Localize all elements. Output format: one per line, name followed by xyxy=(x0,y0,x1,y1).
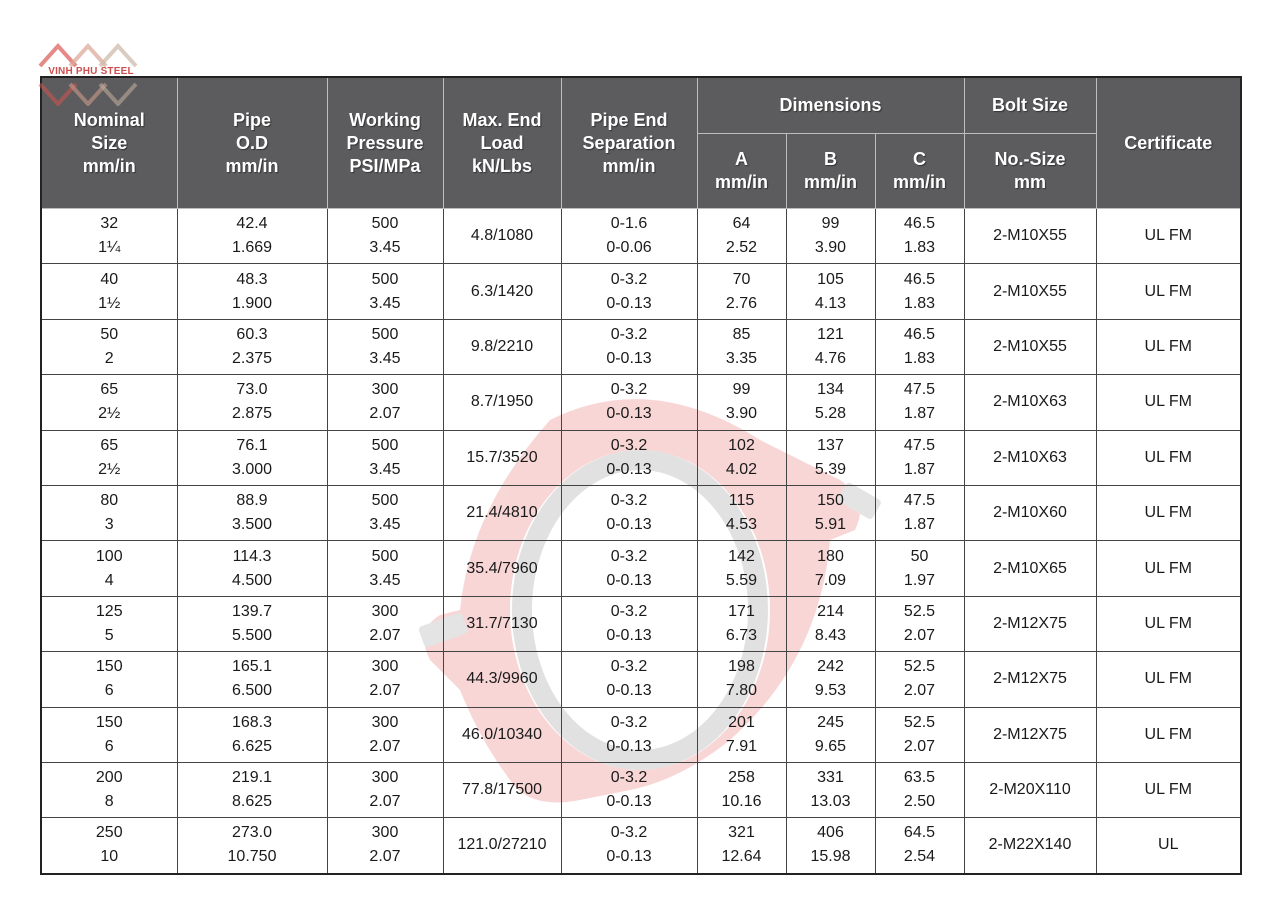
cell-working-pressure: 300 2.07 xyxy=(327,652,443,707)
cell-working-pressure: 300 2.07 xyxy=(327,596,443,651)
cell-dim-b: 99 3.90 xyxy=(786,209,875,264)
cell-dim-c: 63.5 2.50 xyxy=(875,762,964,817)
cell-nominal-size: 150 6 xyxy=(41,707,177,762)
cell-pipe-end-separation: 0-3.2 0-0.13 xyxy=(561,430,697,485)
cell-nominal-size: 200 8 xyxy=(41,762,177,817)
cell-certificate: UL FM xyxy=(1096,707,1241,762)
header-bolt-sub: No.-Size mm xyxy=(964,134,1096,209)
cell-bolt-size: 2-M10X60 xyxy=(964,485,1096,540)
cell-bolt-size: 2-M10X55 xyxy=(964,319,1096,374)
cell-certificate: UL xyxy=(1096,818,1241,874)
cell-working-pressure: 300 2.07 xyxy=(327,375,443,430)
table-row xyxy=(41,319,1241,374)
cell-dim-b: 134 5.28 xyxy=(786,375,875,430)
table-row xyxy=(41,707,1241,762)
cell-certificate: UL FM xyxy=(1096,430,1241,485)
cell-nominal-size: 65 2½ xyxy=(41,430,177,485)
cell-certificate: UL FM xyxy=(1096,485,1241,540)
header-dim-b: B mm/in xyxy=(786,134,875,209)
cell-working-pressure: 500 3.45 xyxy=(327,485,443,540)
cell-max-end-load: 44.3/9960 xyxy=(443,652,561,707)
cell-dim-c: 52.5 2.07 xyxy=(875,652,964,707)
cell-nominal-size: 65 2½ xyxy=(41,375,177,430)
cell-certificate: UL FM xyxy=(1096,264,1241,319)
cell-certificate: UL FM xyxy=(1096,596,1241,651)
table-row xyxy=(41,762,1241,817)
table-row xyxy=(41,430,1241,485)
cell-pipe-od: 76.1 3.000 xyxy=(177,430,327,485)
cell-dim-a: 70 2.76 xyxy=(697,264,786,319)
cell-pipe-end-separation: 0-1.6 0-0.06 xyxy=(561,209,697,264)
cell-certificate: UL FM xyxy=(1096,375,1241,430)
cell-dim-c: 46.5 1.83 xyxy=(875,319,964,374)
cell-dim-a: 198 7.80 xyxy=(697,652,786,707)
cell-pipe-od: 165.1 6.500 xyxy=(177,652,327,707)
cell-pipe-end-separation: 0-3.2 0-0.13 xyxy=(561,375,697,430)
table-row xyxy=(41,375,1241,430)
cell-bolt-size: 2-M20X110 xyxy=(964,762,1096,817)
table-row xyxy=(41,264,1241,319)
cell-dim-a: 201 7.91 xyxy=(697,707,786,762)
cell-pipe-end-separation: 0-3.2 0-0.13 xyxy=(561,818,697,874)
cell-dim-a: 64 2.52 xyxy=(697,209,786,264)
table-row xyxy=(41,485,1241,540)
coupling-spec-table xyxy=(40,76,1242,875)
logo-text: VINH PHU STEEL xyxy=(48,66,134,77)
header-certificate: Certificate xyxy=(1096,77,1241,209)
cell-pipe-end-separation: 0-3.2 0-0.13 xyxy=(561,596,697,651)
cell-working-pressure: 300 2.07 xyxy=(327,707,443,762)
cell-dim-b: 121 4.76 xyxy=(786,319,875,374)
cell-working-pressure: 300 2.07 xyxy=(327,762,443,817)
cell-nominal-size: 125 5 xyxy=(41,596,177,651)
cell-pipe-od: 88.9 3.500 xyxy=(177,485,327,540)
cell-pipe-od: 42.4 1.669 xyxy=(177,209,327,264)
cell-dim-b: 150 5.91 xyxy=(786,485,875,540)
cell-pipe-od: 139.7 5.500 xyxy=(177,596,327,651)
cell-bolt-size: 2-M10X65 xyxy=(964,541,1096,596)
cell-bolt-size: 2-M12X75 xyxy=(964,652,1096,707)
cell-dim-c: 64.5 2.54 xyxy=(875,818,964,874)
cell-dim-c: 46.5 1.83 xyxy=(875,264,964,319)
cell-certificate: UL FM xyxy=(1096,652,1241,707)
cell-pipe-end-separation: 0-3.2 0-0.13 xyxy=(561,541,697,596)
cell-pipe-od: 48.3 1.900 xyxy=(177,264,327,319)
cell-dim-c: 47.5 1.87 xyxy=(875,375,964,430)
cell-bolt-size: 2-M12X75 xyxy=(964,596,1096,651)
cell-dim-a: 99 3.90 xyxy=(697,375,786,430)
cell-pipe-end-separation: 0-3.2 0-0.13 xyxy=(561,652,697,707)
cell-pipe-end-separation: 0-3.2 0-0.13 xyxy=(561,762,697,817)
cell-dim-a: 171 6.73 xyxy=(697,596,786,651)
cell-dim-a: 142 5.59 xyxy=(697,541,786,596)
cell-max-end-load: 31.7/7130 xyxy=(443,596,561,651)
cell-bolt-size: 2-M10X55 xyxy=(964,209,1096,264)
cell-max-end-load: 15.7/3520 xyxy=(443,430,561,485)
cell-bolt-size: 2-M10X63 xyxy=(964,375,1096,430)
cell-working-pressure: 500 3.45 xyxy=(327,264,443,319)
cell-max-end-load: 9.8/2210 xyxy=(443,319,561,374)
cell-pipe-od: 73.0 2.875 xyxy=(177,375,327,430)
header-pipe-od: Pipe O.D mm/in xyxy=(177,77,327,209)
cell-nominal-size: 50 2 xyxy=(41,319,177,374)
cell-nominal-size: 100 4 xyxy=(41,541,177,596)
cell-dim-a: 115 4.53 xyxy=(697,485,786,540)
table-row xyxy=(41,209,1241,264)
cell-dim-b: 406 15.98 xyxy=(786,818,875,874)
cell-pipe-end-separation: 0-3.2 0-0.13 xyxy=(561,319,697,374)
cell-working-pressure: 500 3.45 xyxy=(327,541,443,596)
cell-dim-a: 102 4.02 xyxy=(697,430,786,485)
cell-certificate: UL FM xyxy=(1096,209,1241,264)
cell-max-end-load: 8.7/1950 xyxy=(443,375,561,430)
cell-working-pressure: 500 3.45 xyxy=(327,430,443,485)
cell-max-end-load: 46.0/10340 xyxy=(443,707,561,762)
cell-working-pressure: 500 3.45 xyxy=(327,319,443,374)
cell-dim-b: 331 13.03 xyxy=(786,762,875,817)
cell-dim-a: 321 12.64 xyxy=(697,818,786,874)
cell-dim-c: 50 1.97 xyxy=(875,541,964,596)
cell-pipe-end-separation: 0-3.2 0-0.13 xyxy=(561,264,697,319)
table-row xyxy=(41,652,1241,707)
cell-working-pressure: 500 3.45 xyxy=(327,209,443,264)
header-dim-a: A mm/in xyxy=(697,134,786,209)
cell-bolt-size: 2-M10X63 xyxy=(964,430,1096,485)
cell-dim-c: 52.5 2.07 xyxy=(875,707,964,762)
cell-nominal-size: 80 3 xyxy=(41,485,177,540)
cell-dim-c: 46.5 1.83 xyxy=(875,209,964,264)
cell-bolt-size: 2-M10X55 xyxy=(964,264,1096,319)
cell-max-end-load: 4.8/1080 xyxy=(443,209,561,264)
cell-certificate: UL FM xyxy=(1096,762,1241,817)
cell-working-pressure: 300 2.07 xyxy=(327,818,443,874)
cell-dim-b: 137 5.39 xyxy=(786,430,875,485)
cell-bolt-size: 2-M12X75 xyxy=(964,707,1096,762)
cell-dim-b: 180 7.09 xyxy=(786,541,875,596)
cell-pipe-od: 219.1 8.625 xyxy=(177,762,327,817)
header-pipe-end-separation: Pipe End Separation mm/in xyxy=(561,77,697,209)
company-logo xyxy=(36,40,146,106)
cell-certificate: UL FM xyxy=(1096,319,1241,374)
cell-dim-c: 52.5 2.07 xyxy=(875,596,964,651)
header-working-pressure: Working Pressure PSI/MPa xyxy=(327,77,443,209)
cell-certificate: UL FM xyxy=(1096,541,1241,596)
header-dim-c: C mm/in xyxy=(875,134,964,209)
cell-pipe-od: 114.3 4.500 xyxy=(177,541,327,596)
cell-nominal-size: 40 1½ xyxy=(41,264,177,319)
cell-dim-a: 85 3.35 xyxy=(697,319,786,374)
cell-max-end-load: 77.8/17500 xyxy=(443,762,561,817)
cell-dim-b: 245 9.65 xyxy=(786,707,875,762)
table-row xyxy=(41,596,1241,651)
cell-max-end-load: 35.4/7960 xyxy=(443,541,561,596)
header-dimensions: Dimensions xyxy=(697,77,964,134)
cell-dim-b: 242 9.53 xyxy=(786,652,875,707)
table-row xyxy=(41,818,1241,874)
cell-dim-c: 47.5 1.87 xyxy=(875,430,964,485)
cell-dim-a: 258 10.16 xyxy=(697,762,786,817)
cell-nominal-size: 150 6 xyxy=(41,652,177,707)
cell-pipe-end-separation: 0-3.2 0-0.13 xyxy=(561,707,697,762)
header-nominal-size: Nominal Size mm/in xyxy=(41,77,177,209)
cell-pipe-od: 60.3 2.375 xyxy=(177,319,327,374)
table-row xyxy=(41,541,1241,596)
cell-dim-c: 47.5 1.87 xyxy=(875,485,964,540)
header-max-end-load: Max. End Load kN/Lbs xyxy=(443,77,561,209)
cell-dim-b: 105 4.13 xyxy=(786,264,875,319)
cell-max-end-load: 6.3/1420 xyxy=(443,264,561,319)
cell-dim-b: 214 8.43 xyxy=(786,596,875,651)
cell-max-end-load: 121.0/27210 xyxy=(443,818,561,874)
header-bolt-size: Bolt Size xyxy=(964,77,1096,134)
cell-nominal-size: 250 10 xyxy=(41,818,177,874)
cell-max-end-load: 21.4/4810 xyxy=(443,485,561,540)
cell-pipe-od: 273.0 10.750 xyxy=(177,818,327,874)
cell-pipe-end-separation: 0-3.2 0-0.13 xyxy=(561,485,697,540)
cell-nominal-size: 32 1¼ xyxy=(41,209,177,264)
cell-pipe-od: 168.3 6.625 xyxy=(177,707,327,762)
cell-bolt-size: 2-M22X140 xyxy=(964,818,1096,874)
